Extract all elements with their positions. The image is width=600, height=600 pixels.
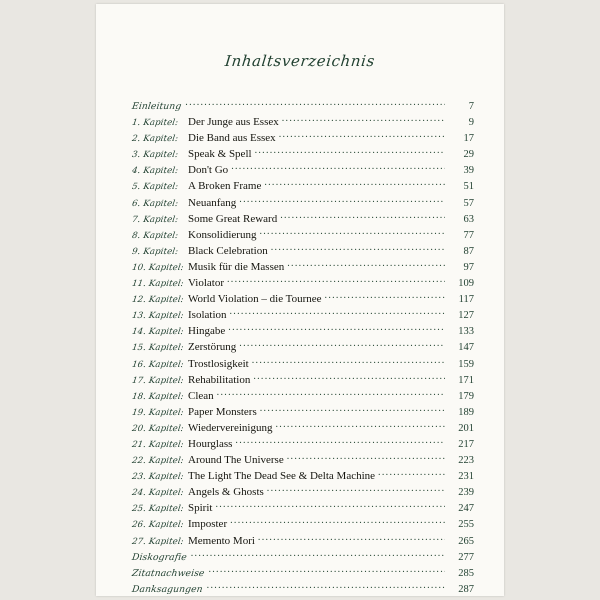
toc-entry-page-number: 127 xyxy=(458,310,474,322)
toc-entry xyxy=(132,195,474,211)
toc-entry xyxy=(132,339,474,355)
toc-leader-dots xyxy=(207,581,445,592)
toc-leader-dots xyxy=(255,146,445,157)
toc-leader-dots xyxy=(275,420,445,431)
toc-entry-title: Some Great Reward xyxy=(188,212,278,225)
toc-leader-dots xyxy=(253,372,445,383)
toc-entry-chapter: 23. Kapitel: xyxy=(131,472,185,483)
toc-entry-chapter: 4. Kapitel: xyxy=(131,166,179,177)
toc-entry-page-number: 201 xyxy=(458,422,474,434)
toc-entry-chapter: 3. Kapitel: xyxy=(131,150,179,161)
toc-entry-title: Die Band aus Essex xyxy=(188,132,276,145)
toc-entry xyxy=(132,130,474,146)
toc-entry-page-number: 87 xyxy=(463,245,474,257)
toc-entry-page-number: 9 xyxy=(468,117,474,129)
toc-leader-dots xyxy=(230,307,446,318)
toc-entry-page-number: 287 xyxy=(458,583,474,595)
toc-entry-chapter: 20. Kapitel: xyxy=(131,423,185,434)
toc-entry-chapter: 27. Kapitel: xyxy=(131,536,185,547)
toc-entry xyxy=(132,243,474,259)
toc-leader-dots xyxy=(287,452,445,463)
toc-entry-title: Konsolidierung xyxy=(188,228,257,241)
toc-leader-dots xyxy=(264,178,445,189)
toc-leader-dots xyxy=(287,259,445,270)
toc-entry-chapter: 17. Kapitel: xyxy=(131,375,185,386)
toc-entry-title: Der Junge aus Essex xyxy=(188,116,279,129)
toc-entry xyxy=(132,114,474,130)
toc-entry-page-number: 179 xyxy=(458,390,474,402)
toc-entry-chapter: 1. Kapitel: xyxy=(131,118,179,129)
toc-entry-page-number: 57 xyxy=(463,197,474,209)
toc-entry-page-number: 189 xyxy=(458,406,474,418)
toc-entry-page-number: 239 xyxy=(458,487,474,499)
toc-entry-title: Speak & Spell xyxy=(188,148,252,161)
toc-leader-dots xyxy=(378,468,445,479)
toc-entry xyxy=(132,436,474,452)
toc-entry-page-number: 133 xyxy=(458,326,474,338)
toc-entry xyxy=(132,420,474,436)
toc-leader-dots xyxy=(280,211,445,222)
page-content xyxy=(96,4,504,596)
toc-leader-dots xyxy=(191,549,445,560)
toc-entry-page-number: 109 xyxy=(458,278,474,290)
toc-entry-chapter: 2. Kapitel: xyxy=(131,134,179,145)
toc-entry-chapter: 21. Kapitel: xyxy=(131,439,185,450)
toc-entry-page-number: 29 xyxy=(463,149,474,161)
toc-entry-chapter: 22. Kapitel: xyxy=(131,456,185,467)
toc-leader-dots xyxy=(235,436,445,447)
toc-entry-title: Musik für die Massen xyxy=(188,260,285,273)
toc-entry-page-number: 217 xyxy=(458,438,474,450)
toc-entry-title: Imposter xyxy=(188,518,228,531)
toc-entry-title: Angels & Ghosts xyxy=(188,486,264,499)
toc-leader-dots xyxy=(231,162,445,173)
toc-entry-title: Black Celebration xyxy=(188,244,268,257)
toc-entry xyxy=(132,227,474,243)
toc-entry xyxy=(132,259,474,275)
toc-leader-dots xyxy=(282,114,445,125)
toc-entry xyxy=(132,452,474,468)
toc-entry xyxy=(132,516,474,532)
toc-entry xyxy=(132,146,474,162)
toc-entry xyxy=(132,468,474,484)
toc-entry xyxy=(132,307,474,323)
toc-entry xyxy=(132,323,474,339)
toc-entry-chapter: Einleitung xyxy=(131,101,183,112)
toc-entry-title: Clean xyxy=(188,389,214,402)
toc-leader-dots xyxy=(259,227,445,238)
toc-entry-page-number: 265 xyxy=(458,535,474,547)
toc-entry-title: Memento Mori xyxy=(188,534,255,547)
toc-leader-dots xyxy=(239,195,445,206)
toc-entry-chapter: Danksagungen xyxy=(131,583,204,595)
toc-entry-title: Around The Universe xyxy=(188,454,284,467)
toc-entry-chapter: 9. Kapitel: xyxy=(131,246,179,257)
toc-entry-title: A Broken Frame xyxy=(188,180,262,193)
toc-entry-page-number: 17 xyxy=(463,133,474,145)
toc-entry-chapter: 10. Kapitel: xyxy=(131,262,185,273)
toc-entry xyxy=(132,484,474,500)
toc-entry-chapter: 14. Kapitel: xyxy=(131,327,185,338)
toc-entry-title: Violator xyxy=(188,277,224,290)
toc-entry-page-number: 277 xyxy=(458,551,474,563)
toc-entry-chapter: 26. Kapitel: xyxy=(131,520,185,531)
toc-leader-dots xyxy=(279,130,445,141)
toc-entry-page-number: 247 xyxy=(458,503,474,515)
toc-entry-title: Rehabilitation xyxy=(188,373,251,386)
toc-entry-title: Don't Go xyxy=(188,164,229,177)
toc-entry-chapter: 6. Kapitel: xyxy=(131,198,179,209)
toc-entry-chapter: 18. Kapitel: xyxy=(131,391,185,402)
toc-entry-title: The Light The Dead See & Delta Machine xyxy=(188,470,376,483)
toc-entry-chapter: Zitatnachweise xyxy=(131,567,206,579)
table-of-contents xyxy=(132,98,474,597)
toc-entry-title: Isolation xyxy=(188,309,227,322)
toc-entry xyxy=(132,372,474,388)
toc-leader-dots xyxy=(230,516,445,527)
toc-entry-page-number: 223 xyxy=(458,455,474,467)
toc-entry-chapter: 16. Kapitel: xyxy=(131,359,185,370)
toc-leader-dots xyxy=(215,500,445,511)
toc-entry-page-number: 7 xyxy=(468,101,474,112)
toc-entry-page-number: 39 xyxy=(463,165,474,177)
toc-entry-page-number: 117 xyxy=(458,294,474,306)
toc-leader-dots xyxy=(208,565,445,576)
toc-entry xyxy=(132,404,474,420)
toc-entry xyxy=(132,356,474,372)
toc-entry-chapter: 12. Kapitel: xyxy=(131,295,185,306)
toc-entry-page-number: 51 xyxy=(463,181,474,193)
toc-entry xyxy=(132,533,474,549)
toc-entry-chapter: 24. Kapitel: xyxy=(131,488,185,499)
toc-entry-page-number: 285 xyxy=(458,567,474,579)
toc-entry xyxy=(132,98,474,114)
toc-entry-chapter: 13. Kapitel: xyxy=(131,311,185,322)
toc-entry-page-number: 147 xyxy=(458,342,474,354)
toc-entry-chapter: 8. Kapitel: xyxy=(131,230,179,241)
toc-entry-page-number: 231 xyxy=(458,471,474,483)
toc-entry-page-number: 255 xyxy=(458,519,474,531)
toc-entry-title: Wiedervereinigung xyxy=(188,421,273,434)
toc-entry xyxy=(132,211,474,227)
toc-entry xyxy=(132,565,474,581)
toc-entry-page-number: 97 xyxy=(463,261,474,273)
toc-leader-dots xyxy=(227,275,445,286)
toc-entry-chapter: 11. Kapitel: xyxy=(131,279,185,290)
toc-leader-dots xyxy=(185,98,445,109)
toc-entry-title: Hingabe xyxy=(188,325,226,338)
toc-entry xyxy=(132,581,474,597)
page-title: Inhaltsverzeichnis xyxy=(224,52,376,70)
toc-entry-chapter: 25. Kapitel: xyxy=(131,504,185,515)
toc-leader-dots xyxy=(239,339,445,350)
toc-entry xyxy=(132,162,474,178)
toc-entry-chapter: Diskografie xyxy=(131,551,188,563)
toc-entry-chapter: 7. Kapitel: xyxy=(131,214,179,225)
toc-entry xyxy=(132,275,474,291)
toc-leader-dots xyxy=(217,388,445,399)
toc-entry-title: Trostlosigkeit xyxy=(188,357,249,370)
toc-entry xyxy=(132,500,474,516)
toc-entry-title: World Violation – die Tournee xyxy=(188,293,322,306)
toc-entry-chapter: 15. Kapitel: xyxy=(131,343,185,354)
toc-entry xyxy=(132,388,474,404)
toc-entry-chapter: 5. Kapitel: xyxy=(131,182,179,193)
toc-leader-dots xyxy=(258,533,445,544)
toc-entry-title: Spirit xyxy=(188,502,213,515)
toc-entry-page-number: 159 xyxy=(458,358,474,370)
toc-leader-dots xyxy=(271,243,445,254)
toc-entry-page-number: 77 xyxy=(463,229,474,241)
toc-entry-chapter: 19. Kapitel: xyxy=(131,407,185,418)
toc-entry-title: Hourglass xyxy=(188,437,233,450)
toc-entry-title: Paper Monsters xyxy=(188,405,257,418)
toc-leader-dots xyxy=(228,323,445,334)
toc-entry-title: Zerstörung xyxy=(188,341,237,354)
toc-entry-page-number: 171 xyxy=(458,374,474,386)
toc-leader-dots xyxy=(260,404,445,415)
toc-leader-dots xyxy=(267,484,445,495)
toc-entry xyxy=(132,549,474,565)
toc-entry xyxy=(132,291,474,307)
toc-leader-dots xyxy=(252,356,445,367)
book-page xyxy=(96,4,504,596)
toc-entry-page-number: 63 xyxy=(463,213,474,225)
toc-entry xyxy=(132,178,474,194)
toc-entry-title: Neuanfang xyxy=(188,196,237,209)
toc-leader-dots xyxy=(325,291,445,302)
